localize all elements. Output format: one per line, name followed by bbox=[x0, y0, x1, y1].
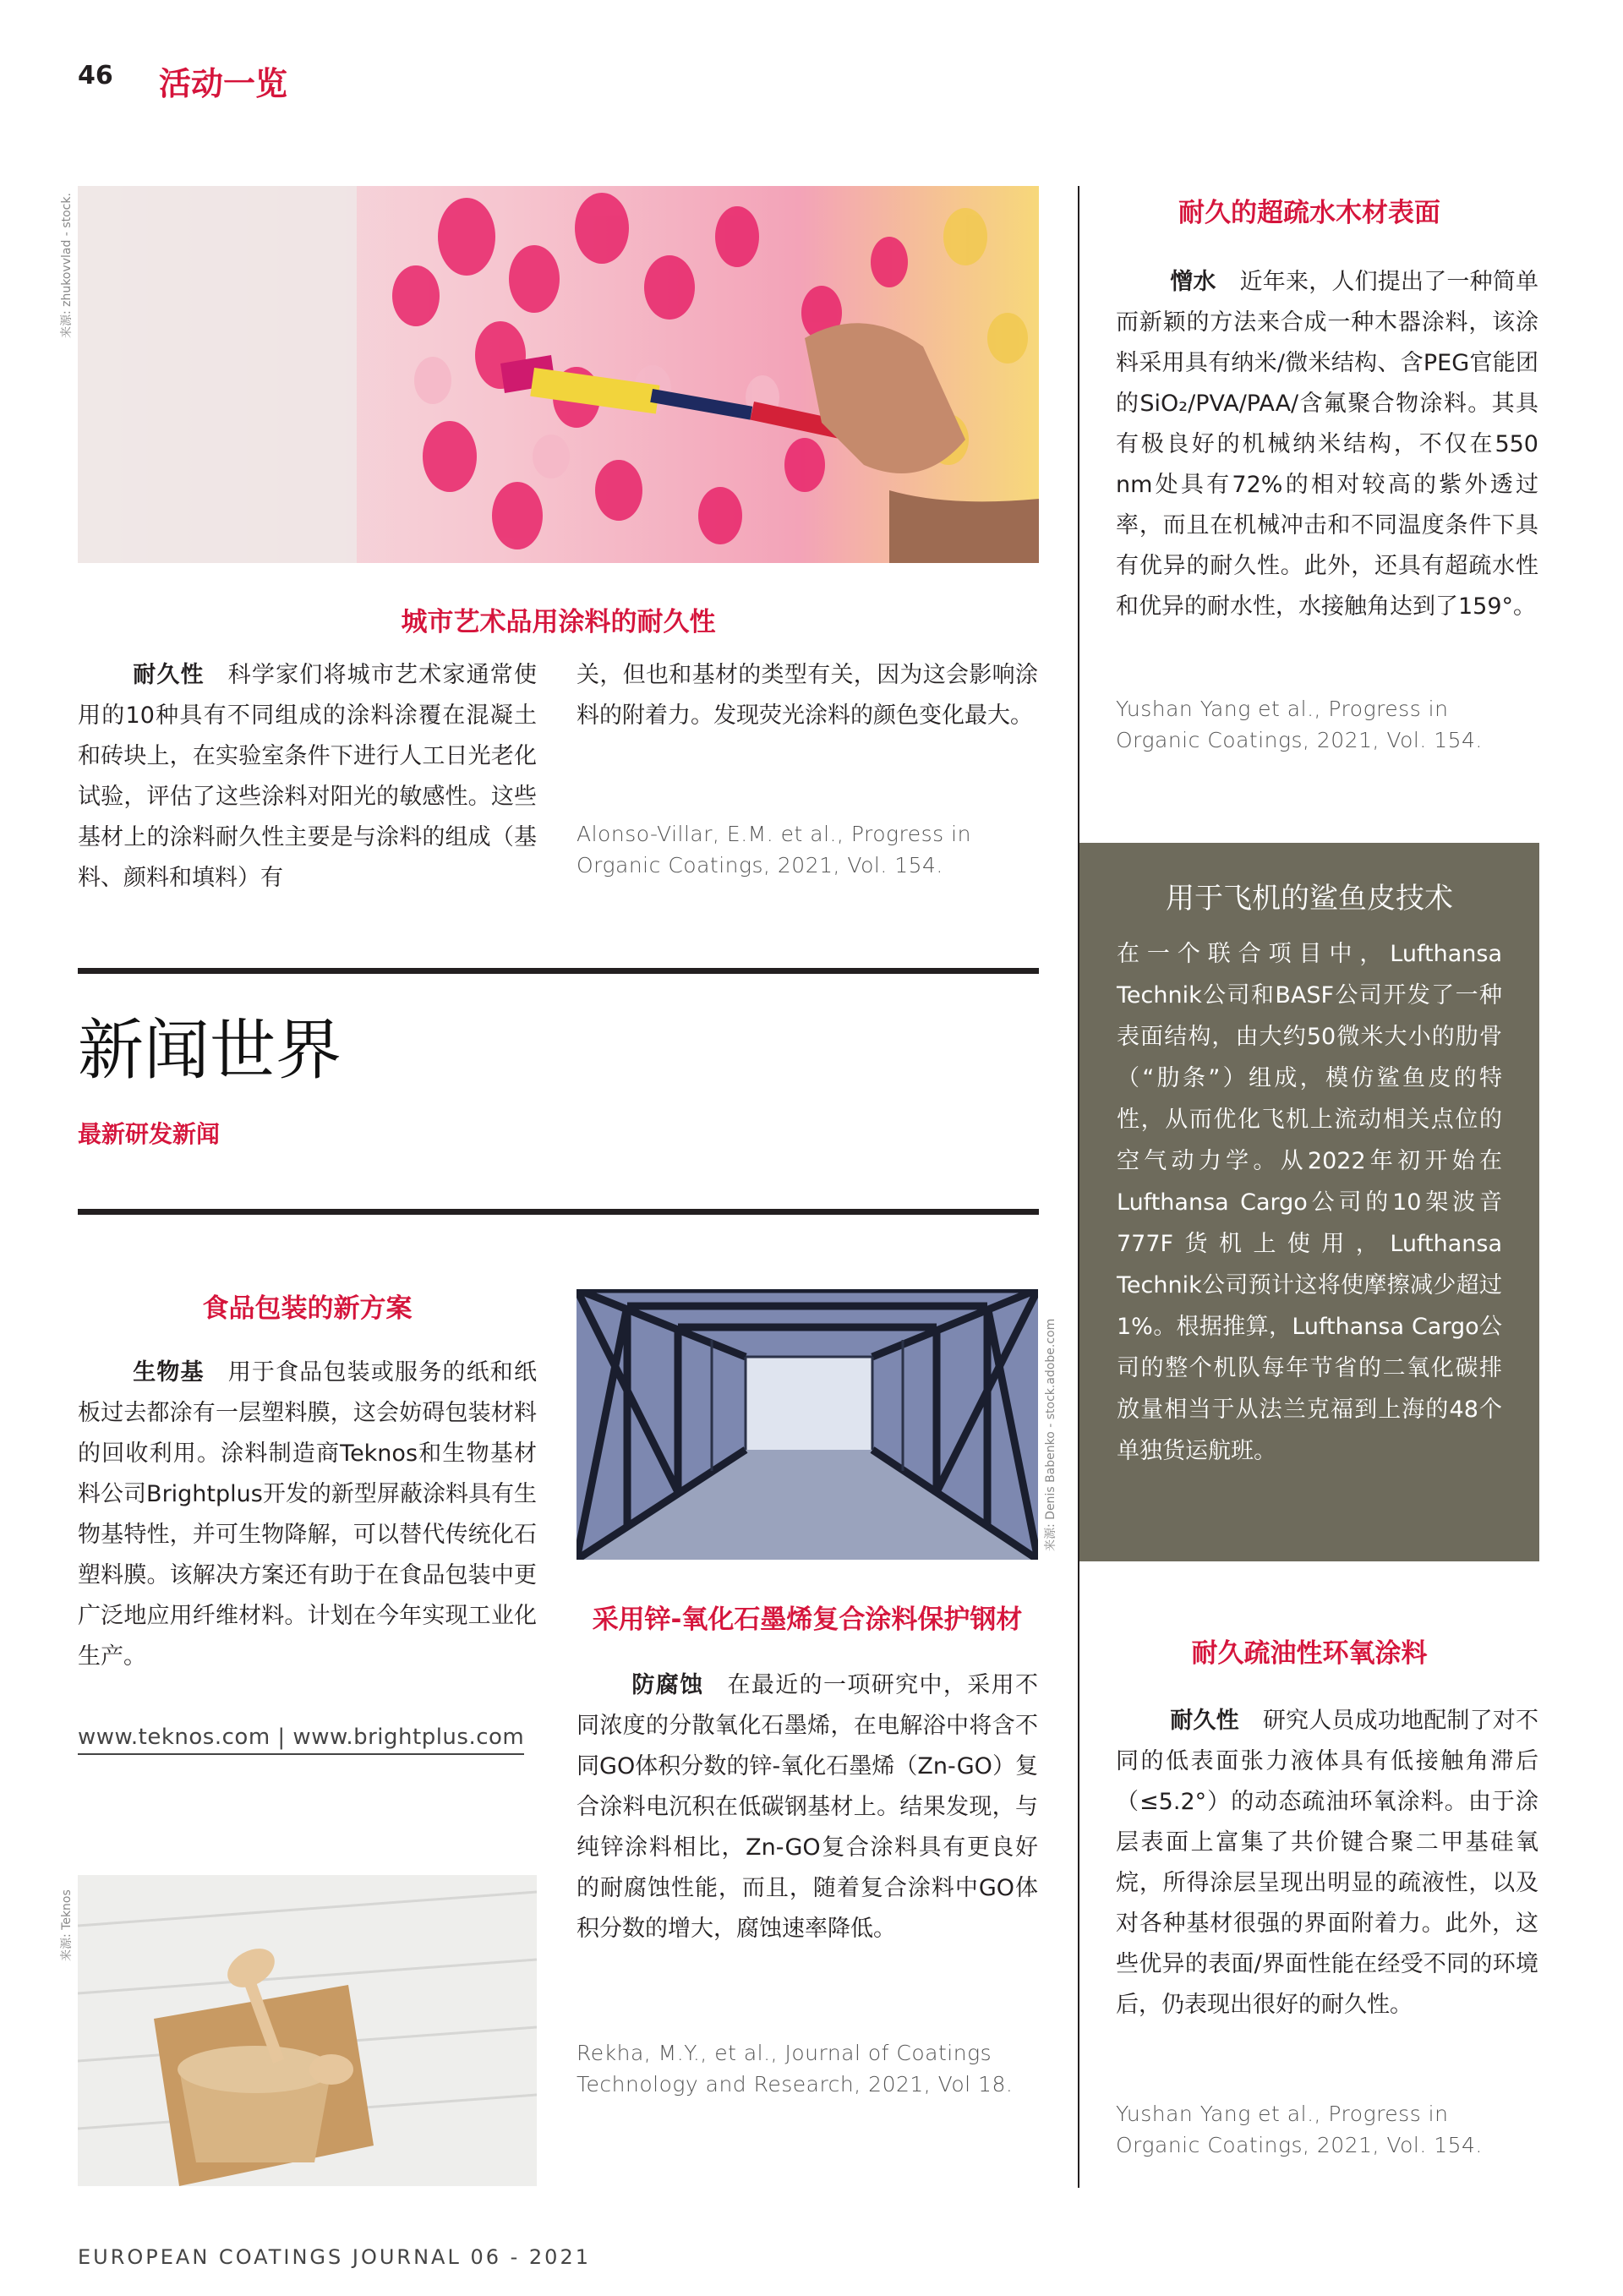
section-title: 活动一览 bbox=[159, 65, 288, 102]
epoxy-text: 研究人员成功地配制了对不同的低表面张力液体具有低接触角滞后（≤5.2°）的动态疏油环氧涂料。由于涂层表面上富集了共价键合聚二甲基硅氧烷，所得涂层呈现出明显的疏液性，以及对各种基材很强的界面附着力。此外，这些优异的表面/界面性能在经受不同的环境后，仍表现出很好的耐久性。 bbox=[1116, 1708, 1539, 2018]
urban-art-keyword: 耐久性 bbox=[132, 662, 205, 688]
news-world-title: 新闻世界 bbox=[78, 1013, 342, 1089]
zinc-graphene-reference: Rekha, M.Y., et al., Journal of Coatings Technology and Research, 2021, Vol 18. bbox=[577, 2041, 1014, 2096]
paint-wall-image bbox=[78, 186, 1039, 563]
epoxy-body bbox=[1116, 1701, 1538, 2025]
food-packaging-links[interactable]: www.teknos.com | www.brightplus.com bbox=[78, 1725, 524, 1755]
epoxy-reference: Yushan Yang et al., Progress in Organic Coatings, 2021, Vol. 154. bbox=[1116, 2102, 1483, 2157]
food-packaging-title: 食品包装的新方案 bbox=[202, 1293, 413, 1324]
zinc-graphene-body bbox=[577, 1665, 1038, 1949]
epoxy-keyword: 耐久性 bbox=[1170, 1708, 1239, 1734]
urban-art-text-col2: 关，但也和基材的类型有关，因为这会影响涂料的附着力。发现荧光涂料的颜色变化最大。 bbox=[577, 662, 1038, 729]
steel-bridge-photo bbox=[577, 1289, 1038, 1560]
urban-art-image-credit: 来源: zhukovvlad - stock. bbox=[60, 193, 74, 338]
shark-skin-box bbox=[1079, 843, 1539, 1561]
shark-skin-title: 用于飞机的鲨鱼皮技术 bbox=[1166, 882, 1453, 916]
shark-skin-body bbox=[1079, 916, 1539, 1472]
zinc-graphene-title: 采用锌-氧化石墨烯复合涂料保护钢材 bbox=[592, 1604, 1023, 1635]
paper-cup-image bbox=[78, 1875, 537, 2186]
page-number: 46 bbox=[78, 61, 113, 90]
news-top-rule bbox=[78, 968, 1039, 974]
food-packaging-image-credit: 来源: Teknos bbox=[60, 1889, 74, 1961]
wood-surface-title: 耐久的超疏水木材表面 bbox=[1178, 198, 1440, 228]
zinc-graphene-text: 在最近的一项研究中，采用不同浓度的分散氧化石墨烯，在电解浴中将含不同GO体积分数的锌-氧化石墨烯（Zn-GO）复合涂料电沉积在低碳钢基材上。结果发现，与纯锌涂料相比，Zn-GO复合涂料具有更良好的耐腐蚀性能，而且，随着复合涂料中GO体积分数的增大，腐蚀速率降低。 bbox=[577, 1672, 1038, 1942]
epoxy-title: 耐久疏油性环氧涂料 bbox=[1191, 1638, 1428, 1669]
wood-surface-reference: Yushan Yang et al., Progress in Organic Coatings, 2021, Vol. 154. bbox=[1116, 697, 1483, 752]
wood-surface-keyword: 憎水 bbox=[1170, 269, 1216, 295]
urban-art-photo bbox=[78, 186, 1039, 563]
shark-skin-text: 在一个联合项目中，Lufthansa Technik公司和BASF公司开发了一种表面结构，由大约50微米大小的肋骨（“肋条”）组成，模仿鲨鱼皮的特性，从而优化飞机上流动相关点位的空气动力学。从2022年初开始在Lufthansa Cargo公司的10架波音777F货机上使用，Lufthansa Technik公司预计这将使摩擦减少超过1%。根据推算，Lufthansa Cargo公司的整个机队每年节省的二氧化碳排放量相当于从法兰克福到上海的48个单独货运航班。 bbox=[1117, 941, 1502, 1464]
urban-art-title: 城市艺术品用涂料的耐久性 bbox=[401, 607, 716, 637]
food-packaging-photo bbox=[78, 1875, 537, 2186]
urban-art-text-col1: 科学家们将城市艺术家通常使用的10种具有不同组成的涂料涂覆在混凝土和砖块上，在实验室条件下进行人工日光老化试验，评估了这些涂料对阳光的敏感性。这些基材上的涂料耐久性主要是与涂料的组成（基料、颜料和填料）有 bbox=[78, 662, 537, 891]
zinc-graphene-keyword: 防腐蚀 bbox=[631, 1672, 704, 1698]
urban-art-reference: Alonso-Villar, E.M. et al., Progress in Organic Coatings, 2021, Vol. 154. bbox=[577, 822, 971, 877]
bridge-image bbox=[577, 1289, 1038, 1560]
food-packaging-body bbox=[78, 1353, 537, 1677]
bridge-image-credit: 来源: Denis Babenko - stock.adobe.com bbox=[1044, 1318, 1057, 1551]
wood-surface-body bbox=[1116, 262, 1538, 627]
food-packaging-text: 用于食品包装或服务的纸和纸板过去都涂有一层塑料膜，这会妨碍包装材料的回收利用。涂料制造商Teknos和生物基材料公司Brightplus开发的新型屏蔽涂料具有生物基特性，并可生物降解，可以替代传统化石塑料膜。该解决方案还有助于在食品包装中更广泛地应用纤维材料。计划在今年实现工业化生产。 bbox=[78, 1359, 537, 1670]
food-packaging-keyword: 生物基 bbox=[132, 1359, 205, 1386]
news-world-subtitle: 最新研发新闻 bbox=[78, 1120, 221, 1148]
urban-art-body-col1 bbox=[78, 655, 537, 899]
wood-surface-text: 近年来，人们提出了一种简单而新颖的方法来合成一种木器涂料，该涂料采用具有纳米/微米结构、含PEG官能团的SiO₂/PVA/PAA/含氟聚合物涂料。其具有极良好的机械纳米结构，不仅在550 nm处具有72%的相对较高的紫外透过率，而且在机械冲击和不同温度条件下具有优异的耐久性。此外，还具有超疏水性和优异的耐水性，水接触角达到了159°。 bbox=[1116, 269, 1539, 620]
journal-footer: EUROPEAN COATINGS JOURNAL 06 - 2021 bbox=[78, 2245, 591, 2269]
news-bottom-rule bbox=[78, 1209, 1039, 1215]
